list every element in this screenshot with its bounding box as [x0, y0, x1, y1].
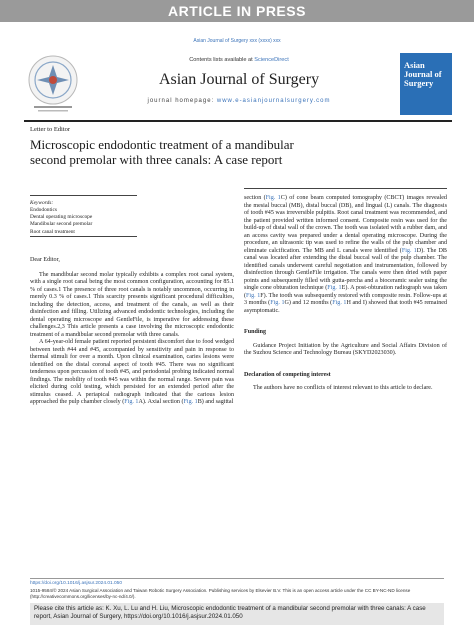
figure-link[interactable]: Fig. 1: [124, 399, 139, 405]
keyword-item: Dental operating microscope: [30, 214, 93, 221]
figure-link[interactable]: Fig. 1: [183, 399, 198, 405]
keywords-top-rule: [30, 195, 137, 196]
body-right-column: [244, 195, 447, 393]
funding-text: Guidance Project Initiation by the Agriculture and Social Affairs Division of the Suzhou Science and Technology Bureau (SKYD2023030).: [244, 342, 447, 356]
copyright-notice: 1015-9584/© 2024 Asian Surgical Association and Taiwan Robotic Surgery Association. Publishing services by Elsevier B.V. This is an open access article under the CC BY-NC-ND license (http://creativecommons.org/licenses/by-nc-nd/4.0/).: [30, 588, 411, 599]
figure-link[interactable]: Fig. 1: [270, 300, 285, 306]
journal-homepage: journal homepage: www.e-asianjournalsurgery.com: [147, 98, 331, 104]
keywords-bottom-rule: [30, 236, 137, 237]
article-in-press-banner: ARTICLE IN PRESS: [0, 0, 474, 22]
figure-link[interactable]: Fig. 1: [265, 195, 281, 201]
figure-link[interactable]: Fig. 1: [332, 300, 347, 306]
journal-reference[interactable]: Asian Journal of Surgery xxx (xxxx) xxx: [193, 38, 281, 44]
keyword-item: Root canal treatment: [30, 228, 75, 235]
article-type: Letter to Editor: [30, 126, 71, 133]
salutation: Dear Editor,: [30, 257, 60, 263]
figure-link[interactable]: Fig. 1: [327, 285, 342, 291]
contents-availability: Contents lists available at ScienceDirect: [189, 57, 289, 63]
citation-box: Please cite this article as: K. Xu, L. Lu and H. Liu, Microscopic endodontic treatment of a mandibular second premolar with three canals: A case report, Asian Journal of Surgery, https://doi.org/10.1016/j.asjsur.2024.01.050: [30, 603, 444, 625]
journal-title: Asian Journal of Surgery: [158, 71, 320, 88]
keywords-list: [30, 207, 92, 236]
keywords-heading: Keywords:: [30, 200, 54, 206]
body-paragraph: A 64-year-old female patient reported persistent discomfort due to food wedged between teeth #44 and #45, accompanied by sensitivity and pain in response to thermal stimuli for over a month. Upon clinical examination, caries lesions were identified on the distal coronal aspect of tooth #45. There was no significant tenderness upon percussion of tooth #45, and periodontal probing indicated normal findings. The mobility of tooth #45 was within the normal range. Severe pain was elicited during cold testing, which persisted for an extended period after the stimulus ceased. A periapical radiograph indicated that the carious lesion approached the pulp chamber closely (Fig. 1A). Axial section (Fig. 1B) and sagittal: [30, 339, 234, 405]
funding-heading: Funding: [244, 329, 267, 335]
body-left-column: [30, 257, 234, 407]
masthead-divider: [24, 120, 452, 122]
figure-link[interactable]: Fig. 1: [246, 292, 261, 299]
right-column-top-rule: [244, 188, 447, 189]
article-title: Microscopic endodontic treatment of a mandibular second premolar with three canals: A case report: [30, 137, 294, 167]
competing-interest-heading: Declaration of competing interest: [244, 371, 331, 378]
keyword-item: Mandibular second premolar: [30, 221, 93, 228]
homepage-link[interactable]: www.e-asianjournalsurgery.com: [216, 98, 331, 104]
journal-header-box: [86, 53, 392, 115]
journal-masthead: [24, 53, 452, 118]
doi-link[interactable]: https://doi.org/10.1016/j.asjsur.2024.01.050: [30, 581, 123, 586]
journal-cover-image: [400, 53, 452, 115]
publisher-logo-icon: [24, 53, 82, 115]
body-paragraph: The mandibular second molar typically exhibits a complex root canal system, with a single root canal being the most common configuration, accounting for 85.1 % of cases.1 The presence of three root canals is notably uncommon, occurring in merely 0.3 % of cases.1 This scarcity presents significant procedural difficulties, including the detection, access, and treatment of the canals, as well as their disinfection and filling. Utilizing advanced endodontic technologies, including the dental operating microscope and GentleFile, is imperative for addressing these challenges.2,3 This article presents a case involving the microscopic endodontic treatment of a mandibular second premolar with three canals.: [30, 271, 234, 338]
footer-rule: [30, 578, 444, 579]
figure-link[interactable]: Fig. 1: [401, 247, 417, 254]
body-paragraph: section (Fig. 1C) of cone beam computed tomography (CBCT) images revealed the mesial buccal (MB), distal buccal (DB), and lingual (L) canals. The diagnosis of tooth #45 was irreversible pulpitis. Root canal treatment was recommended, and the patient provided written informed consent. Composite resin was used for the build-up of distal wall of the crown. The tooth was isolated with a rubber dam, and an access cavity was prepared under a dental operating microscope. During the procedure, an ultrasonic tip was used to refine the walls of the pulp chamber and eliminate calcification. The MB and L canals were identified (Fig. 1D). The DB canal was located after extending the distal buccal wall of the pulp chamber. The identified canals underwent careful negotiation and instrumentation, followed by disinfection through GentleFile irrigation. The canals were then dried with paper points and subsequently filled with gutta-percha and a bioceramic sealer using the single cone obturation technique (Fig. 1E). A post-obturation radiograph was taken (Fig. 1F). The tooth was subsequently restored with composite resin. Follow-ups at 3 months (Fig. 1G) and 12 months (Fig. 1H and I) showed that tooth #45 remained asymptomatic.: [244, 195, 447, 314]
competing-interest-text: The authors have no conflicts of interest relevant to this article to declare.: [253, 385, 433, 391]
keyword-item: Endodontics: [30, 207, 57, 213]
cover-title: Asian Journal of Surgery: [404, 60, 442, 88]
sciencedirect-link[interactable]: ScienceDirect: [254, 57, 289, 63]
